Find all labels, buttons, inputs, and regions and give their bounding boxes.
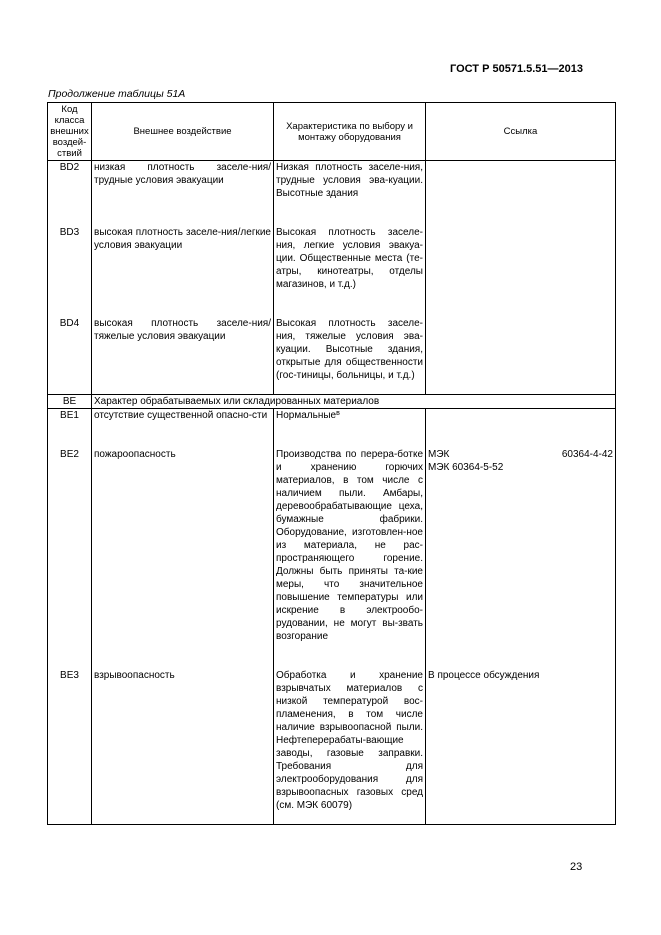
characteristic-text: Обработка и хранение взрывчатых материалов с низкой температурой вос-пламенения, в том числе наличие взрывоопасной пыли. Нефтеперерабаты-вающие заводы, газовые заправки. Требования для электрооборудования для взрывоопасных газовых сред (см. МЭК 60079) <box>274 669 426 812</box>
class-code: BE1 <box>48 408 92 422</box>
column-header-reference: Ссылка <box>426 103 616 161</box>
table-row <box>48 408 616 422</box>
characteristic-text: Высокая плотность заселе-ния, тяжелые условия эва-куации. Высотные здания, открытые для общественности (гос-тиницы, больницы, и т.д.) <box>274 317 426 382</box>
class-code: BD4 <box>48 317 92 382</box>
page-number: 23 <box>570 861 583 873</box>
influences-table <box>47 102 616 825</box>
class-code: BD3 <box>48 226 92 291</box>
class-code: BD2 <box>48 161 92 201</box>
influence-text: взрывоопасность <box>92 669 274 812</box>
influence-text: высокая плотность заселе-ния/легкие условия эвакуации <box>92 226 274 291</box>
group-row-be <box>48 394 616 408</box>
document-code: ГОСТ Р 50571.5.51—2013 <box>449 63 583 75</box>
table-row <box>48 317 616 382</box>
reference-text <box>426 408 616 422</box>
reference-text <box>426 226 616 291</box>
group-code: BE <box>48 394 92 408</box>
class-code: BE3 <box>48 669 92 812</box>
group-title: Характер обрабатываемых или складированных материалов <box>92 394 616 408</box>
influence-text: пожароопасность <box>92 448 274 643</box>
table-row <box>48 226 616 291</box>
reference-org: МЭК <box>428 448 450 460</box>
influence-text: высокая плотность заселе-ния/тяжелые условия эвакуации <box>92 317 274 382</box>
characteristic-value: Нормальные <box>276 409 337 421</box>
characteristic-text <box>274 408 426 422</box>
reference-text <box>426 161 616 201</box>
column-header-influence: Внешнее воздействие <box>92 103 274 161</box>
reference-text <box>426 448 616 643</box>
table-caption: Продолжение таблицы 51А <box>48 88 186 100</box>
influence-text: низкая плотность заселе-ния/трудные условия эвакуации <box>92 161 274 201</box>
class-code: BE2 <box>48 448 92 643</box>
reference-line: МЭК 60364-5-52 <box>428 461 504 473</box>
table-header-row <box>48 103 616 161</box>
characteristic-text: Производства по перера-ботке и хранению горючих материалов, в том числе с наличием пыли. Амбары, деревообрабатывающие цеха, бумажные фабрики. Оборудование, изготовлен-ное из материала, не рас-пространяющего горение. Должны быть приняты та-кие меры, что значительное повышение температуры или искрение в электрообо-рудовании, не могут вы-звать возгорание <box>274 448 426 643</box>
reference-text <box>426 317 616 382</box>
column-header-characteristic: Характеристика по выбору и монтажу оборудования <box>274 103 426 161</box>
reference-text: В процессе обсуждения <box>426 669 616 812</box>
table-row <box>48 669 616 812</box>
reference-line <box>428 448 613 461</box>
characteristic-text: Высокая плотность заселе-ния, легкие условия эвакуа-ции. Общественные места (те-атры, кинотеатры, отделы магазинов, и т.д.) <box>274 226 426 291</box>
footnote-marker: в <box>336 409 340 417</box>
table-row <box>48 448 616 643</box>
reference-number: 60364-4-42 <box>561 448 613 460</box>
characteristic-text: Низкая плотность заселе-ния, трудные условия эва-куации. Высотные здания <box>274 161 426 201</box>
column-header-code: Код класса внешних воздей-ствий <box>48 103 92 161</box>
table-row <box>48 161 616 201</box>
influence-text: отсутствие существенной опасно-сти <box>92 408 274 422</box>
